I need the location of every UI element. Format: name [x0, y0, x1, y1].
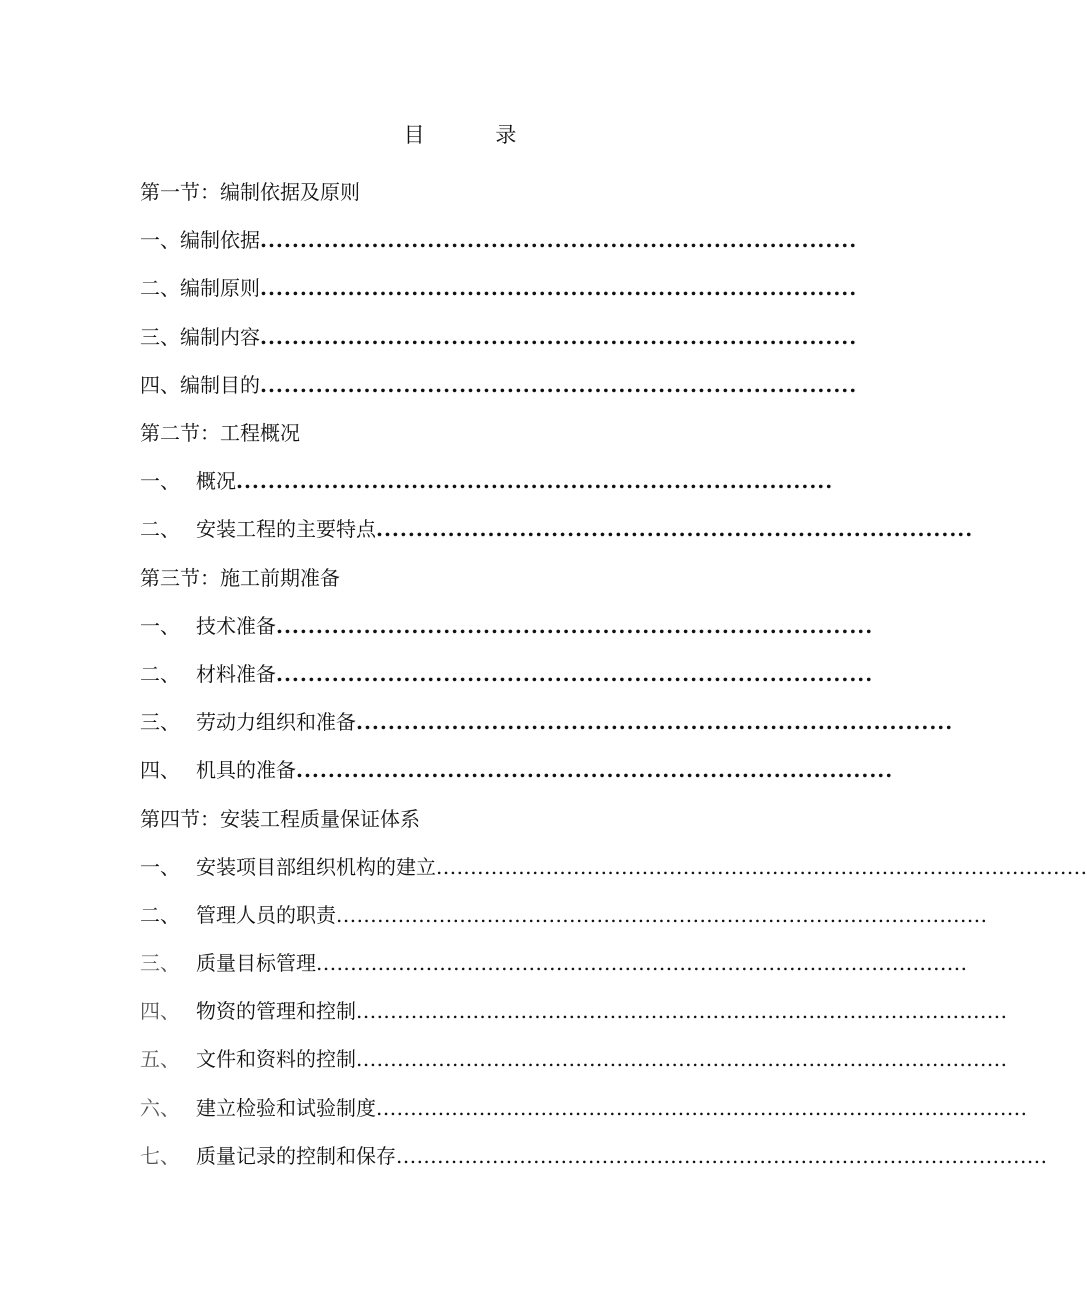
entry-number: 三、 [140, 710, 180, 735]
entry-number: 二、 [140, 902, 180, 927]
entry-number: 一、 [140, 854, 180, 879]
toc-entry[interactable] [140, 1132, 1048, 1180]
section-heading-3: 第三节：施工前期准备 [140, 565, 340, 590]
dot-leader: ........................................................................... [376, 517, 974, 542]
entry-number: 二、 [140, 661, 180, 686]
dot-leader: ........................................................................... [276, 661, 874, 686]
toc-entry[interactable] [140, 602, 874, 650]
entry-label: 编制目的 [180, 372, 260, 397]
entry-number: 一、 [140, 469, 180, 494]
entry-label: 编制依据 [180, 228, 260, 253]
dot-leader: ........................................................................... [260, 276, 858, 301]
toc-entry[interactable] [140, 313, 858, 361]
entry-label: 物资的管理和控制 [196, 999, 356, 1024]
toc-entry[interactable] [140, 216, 858, 264]
dot-leader: ............................................................................................... [356, 1047, 1008, 1072]
toc-entry[interactable] [140, 650, 874, 698]
entry-label: 技术准备 [196, 613, 276, 638]
dot-leader: ........................................................................... [260, 228, 858, 253]
entry-number: 三、 [140, 324, 180, 349]
entry-label: 机具的准备 [196, 758, 296, 783]
entry-number: 三、 [140, 951, 180, 976]
dot-leader: ........................................................................... [356, 710, 954, 735]
entry-label: 劳动力组织和准备 [196, 710, 356, 735]
entry-number: 一、 [140, 228, 180, 253]
dot-leader: ............................................................................................... [436, 854, 1087, 879]
toc-entry[interactable] [140, 698, 954, 746]
section-heading-4: 第四节：安装工程质量保证体系 [140, 806, 420, 831]
toc-entry[interactable] [140, 891, 988, 939]
toc-entry[interactable] [140, 746, 894, 794]
section-heading-1: 第一节：编制依据及原则 [140, 180, 360, 205]
entry-label: 安装工程的主要特点 [196, 517, 376, 542]
entry-number: 七、 [140, 1143, 180, 1168]
dot-leader: ........................................................................... [260, 324, 858, 349]
entry-number: 四、 [140, 372, 180, 397]
dot-leader: ........................................................................... [276, 613, 874, 638]
entry-number: 二、 [140, 276, 180, 301]
entry-label: 质量记录的控制和保存 [196, 1143, 396, 1168]
toc-entry[interactable] [140, 457, 834, 505]
entry-label: 建立检验和试验制度 [196, 1095, 376, 1120]
toc-entry[interactable] [140, 987, 1008, 1035]
entry-number: 五、 [140, 1047, 180, 1072]
dot-leader: ............................................................................................... [396, 1143, 1048, 1168]
entry-label: 管理人员的职责 [196, 902, 336, 927]
toc-entry[interactable] [140, 361, 858, 409]
entry-number: 二、 [140, 517, 180, 542]
toc-entry[interactable] [140, 505, 974, 553]
entry-number: 一、 [140, 613, 180, 638]
entry-label: 安装项目部组织机构的建立 [196, 854, 436, 879]
dot-leader: ........................................................................... [236, 469, 834, 494]
toc-entry[interactable] [140, 264, 858, 312]
entry-label: 文件和资料的控制 [196, 1047, 356, 1072]
entry-label: 编制原则 [180, 276, 260, 301]
toc-entry[interactable] [140, 1084, 1028, 1132]
entry-number: 六、 [140, 1095, 180, 1120]
dot-leader: ........................................................................... [260, 372, 858, 397]
dot-leader: ............................................................................................... [336, 902, 988, 927]
toc-entry[interactable] [140, 939, 968, 987]
entry-number: 四、 [140, 758, 180, 783]
dot-leader: ............................................................................................... [376, 1095, 1028, 1120]
toc-entry[interactable] [140, 1035, 1008, 1083]
table-of-contents [140, 168, 1087, 1180]
entry-label: 质量目标管理 [196, 951, 316, 976]
entry-label: 概况 [196, 469, 236, 494]
dot-leader: ............................................................................................... [356, 999, 1008, 1024]
entry-number: 四、 [140, 999, 180, 1024]
section-heading-2: 第二节：工程概况 [140, 421, 300, 446]
toc-entry[interactable] [140, 843, 1087, 891]
dot-leader: ........................................................................... [296, 758, 894, 783]
dot-leader: ............................................................................................... [316, 951, 968, 976]
toc-title: 目 录 [403, 123, 549, 147]
entry-label: 材料准备 [196, 661, 276, 686]
entry-label: 编制内容 [180, 324, 260, 349]
